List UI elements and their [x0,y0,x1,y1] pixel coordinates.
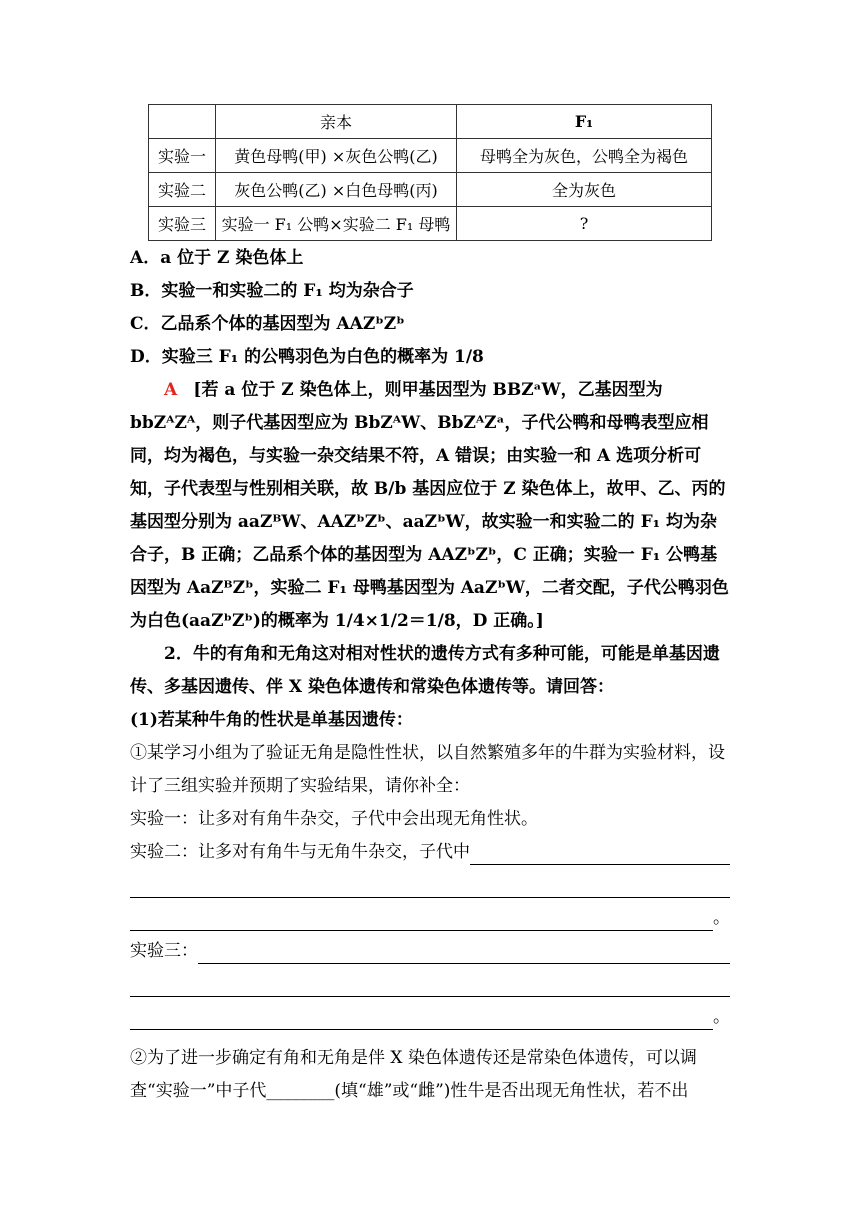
option-d: D．实验三 F₁ 的公鸭羽色为白色的概率为 1/8 [130,347,484,367]
option-c: C．乙品系个体的基因型为 AAZᵇZᵇ [130,314,405,334]
question-2-part-1: (1)若某种牛角的性状是单基因遗传： [130,710,413,730]
table-cell: 母鸭全为灰色，公鸭全为褐色 [457,139,712,173]
answer-explanation: [若 a 位于 Z 染色体上，则甲基因型为 BBZᵃW，乙基因型为 bbZᴬZᴬ，则子代基因型应为 BbZᴬW、BbZᴬZᵃ，子代公鸭和母鸭表型应相同，均为褐色，与实验一杂交结果不符，A 错误；由实验一和 A 选项分析可知，子代表型与性别相关联，故 B/b 基因应位于 Z 染色体上，故甲、乙、丙的基因型分别为 aaZᴮW、AAZᵇZᵇ、aaZᵇW，故实验一和实验二的 F₁ 均为杂合子，B 正确；乙品系个体的基因型为 AAZᵇZᵇ，C 正确；实验一 F₁ 公鸭基因型为 AaZᴮZᵇ，实验二 F₁ 母鸭基因型为 AaZᵇW，二者交配，子代公鸭羽色为白色(aaZᵇZᵇ)的概率为 1/4×1/2＝1/8，D 正确。] [130,380,729,631]
experiment-2-line [130,836,730,869]
table-cell: 全为灰色 [457,173,712,207]
table-cell: 黄色母鸭(甲) ×灰色公鸭(乙) [216,139,457,173]
experiment-3-line [130,935,730,968]
answer-blank[interactable] [130,904,713,931]
answer-letter: A [164,380,178,400]
table-row [149,207,712,241]
answer-paragraph [130,374,730,638]
table-row [149,173,712,207]
experiment-2: 实验二：让多对有角牛与无角牛杂交，子代中 [130,842,470,862]
table-cell: 实验二 [149,173,216,207]
cross-table [148,104,712,241]
question-2-stem: 2．牛的有角和无角这对相对性状的遗传方式有多种可能，可能是单基因遗传、多基因遗传、伴 X 染色体遗传和常染色体遗传等。请回答： [130,644,720,697]
table-cell: 灰色公鸭(乙) ×白色母鸭(丙) [216,173,457,207]
option-b: B．实验一和实验二的 F₁ 均为杂合子 [130,281,414,301]
question-2-sub-2: ②为了进一步确定有角和无角是伴 X 染色体遗传还是常染色体遗传，可以调查“实验一”中子代________(填“雄”或“雌”)性牛是否出现无角性状，若不出 [130,1048,697,1101]
answer-blank[interactable] [130,1003,713,1030]
table-cell: 实验一 [149,139,216,173]
experiment-1: 实验一：让多对有角牛杂交，子代中会出现无角性状。 [130,809,538,829]
table-header-cell [149,105,216,139]
table-cell: 实验一 F₁ 公鸭×实验二 F₁ 母鸭 [216,207,457,241]
option-a: A．a 位于 Z 染色体上 [130,248,304,268]
answer-blank[interactable] [198,937,730,964]
blank-line [130,968,730,1001]
answer-blank[interactable] [130,871,730,898]
table-row [149,139,712,173]
blank-line [130,1001,730,1034]
answer-blank[interactable] [470,838,730,865]
table-header-cell: 亲本 [216,105,457,139]
question-2-sub-1: ①某学习小组为了验证无角是隐性性状，以自然繁殖多年的牛群为实验材料，设计了三组实验并预期了实验结果，请你补全： [130,743,725,796]
table-header-row [149,105,712,139]
table-cell: 实验三 [149,207,216,241]
question-content [130,242,730,1108]
answer-blank[interactable] [130,970,730,997]
period: 。 [713,1007,730,1027]
table-cell: ? [457,207,712,241]
blank-line [130,902,730,935]
table-header-cell: F₁ [457,105,712,139]
experiment-3: 实验三： [130,941,198,961]
period: 。 [713,908,730,928]
blank-line [130,869,730,902]
